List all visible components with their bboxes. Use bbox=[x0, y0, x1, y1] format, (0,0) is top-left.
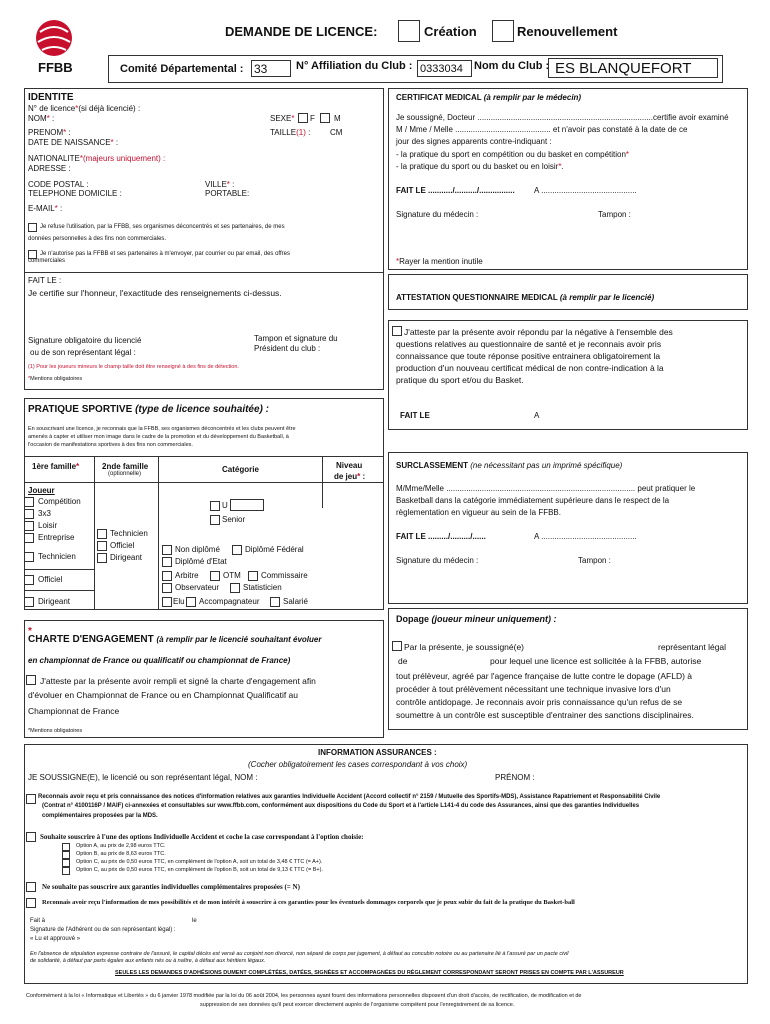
certificat-title: CERTIFICAT MEDICAL (à remplir par le médecin) bbox=[396, 93, 582, 102]
prenom-label: PRENOM* : bbox=[28, 128, 71, 137]
questionnaire-line-2: questions relatives au questionnaire de santé et je reconnais avoir pris bbox=[396, 339, 662, 349]
sexe-label: SEXE* bbox=[270, 114, 295, 123]
form-title: DEMANDE DE LICENCE: bbox=[225, 24, 378, 39]
assurance-ne-souhaite: Ne souhaite pas souscrire aux garanties individuelles complémentaires proposées (= N) bbox=[42, 883, 300, 891]
arbitre-label: Arbitre bbox=[175, 571, 199, 580]
questionnaire-title: ATTESTATION QUESTIONNAIRE MEDICAL (à remplir par le licencié) bbox=[396, 293, 655, 302]
refuse-text-2: données personnelles à des fins non commerciales. bbox=[28, 236, 167, 242]
footer-line-1: Conformément à la loi « Informatique et Libertés » du 6 janvier 1978 modifiée par la loi du 06 août 2004, les personnes ayant fourni des informations personnelles disposent d'un droit d'accès, de rectification, de modification et de bbox=[26, 993, 582, 999]
dopage-line-3: tout prélèveur, agréé par l'agence française de lutte contre le dopage (AFLD) à bbox=[396, 671, 692, 681]
u-field[interactable] bbox=[230, 499, 264, 511]
col-niveau-2: de jeu* : bbox=[334, 472, 366, 481]
autorise-text-2: commerciales bbox=[28, 258, 66, 264]
tel-domicile-label: TELEPHONE DOMICILE : bbox=[28, 189, 122, 198]
officiel2-label: Officiel bbox=[110, 541, 135, 550]
certificat-line-1: Je soussigné, Docteur ...............................................................................certifie avoir examiné bbox=[396, 113, 729, 122]
officiel-label: Officiel bbox=[38, 575, 63, 584]
assurance-subtitle: (Cocher obligatoirement les cases correspondant à vos choix) bbox=[248, 760, 468, 769]
renouvellement-checkbox[interactable] bbox=[492, 20, 514, 42]
option-c-b: Option C, au prix de 0,50 euros TTC, en complément de l'option B, soit un total de 9,13 € TTC (= B+). bbox=[76, 867, 323, 873]
creation-checkbox[interactable] bbox=[398, 20, 420, 42]
assurance-fait-a: Fait à bbox=[30, 918, 46, 924]
entreprise-checkbox[interactable] bbox=[24, 533, 34, 543]
u-label: U bbox=[222, 501, 228, 510]
charte-line-3: Championnat de France bbox=[28, 706, 120, 716]
refuse-checkbox[interactable] bbox=[28, 223, 37, 232]
charte-line-2: d'évoluer en Championnat de France ou en Championnat Qualificatif au bbox=[28, 690, 299, 700]
dirigeant2-checkbox[interactable] bbox=[97, 553, 107, 563]
assurance-prenom: PRÉNOM : bbox=[495, 773, 535, 782]
observateur-label: Observateur bbox=[175, 583, 220, 592]
footer-line-2: suppression de ses données qu'il peut exercer directement auprès de l'organisme compétent pour l'enregistrement de sa licence. bbox=[200, 1002, 515, 1008]
charte-star: * bbox=[28, 626, 32, 637]
option-a: Option A, au prix de 2,98 euros TTC. bbox=[76, 843, 166, 849]
pratique-text-1: En souscrivant une licence, je reconnais que la FFBB, ses organismes déconcentrés et les clubs peuvent être bbox=[28, 426, 296, 432]
diplome-etat-label: Diplômé d'Etat bbox=[175, 557, 227, 566]
code-postal-label: CODE POSTAL : bbox=[28, 180, 89, 189]
certificat-line-4: - la pratique du sport en compétition ou du basket en compétition* bbox=[396, 150, 630, 159]
certificat-tampon: Tampon : bbox=[598, 210, 631, 219]
questionnaire-line-1: J'atteste par la présente avoir répondu par la négative à l'ensemble des bbox=[404, 327, 673, 337]
tampon-club-label-2: Président du club : bbox=[254, 344, 321, 353]
nationalite-label: NATIONALITE*(majeurs uniquement) : bbox=[28, 154, 166, 163]
questionnaire-checkbox[interactable] bbox=[392, 326, 402, 336]
accompagnateur-checkbox[interactable] bbox=[186, 597, 196, 607]
dirigeant-checkbox[interactable] bbox=[24, 597, 34, 607]
fait-le-label: FAIT LE : bbox=[28, 276, 62, 285]
assurance-absence-1: En l'absence de stipulation expresse contraire de l'assuré, le capital décès est versé au conjoint non divorcé, non séparé de corps par jugement, à défaut au concubin notoire ou au partenaire lié à l'assuré par un pacte civil bbox=[30, 951, 569, 957]
surclassement-line-2: Basketball dans la catégorie immédiatement supérieure dans le respect de la bbox=[396, 496, 670, 505]
surclassement-a: A ........................................... bbox=[534, 532, 637, 541]
reconnais-info-checkbox[interactable] bbox=[26, 898, 36, 908]
commissaire-label: Commissaire bbox=[261, 571, 308, 580]
officiel2-checkbox[interactable] bbox=[97, 541, 107, 551]
diplome-federal-label: Diplômé Fédéral bbox=[245, 545, 304, 554]
surclassement-line-3: règlementation en vigueur au sein de la FFBB. bbox=[396, 508, 561, 517]
certificat-sig: Signature du médecin : bbox=[396, 210, 479, 219]
sexe-m-label: M bbox=[334, 114, 341, 123]
portable-label: PORTABLE: bbox=[205, 189, 250, 198]
salarie-checkbox[interactable] bbox=[270, 597, 280, 607]
3x3-checkbox[interactable] bbox=[24, 509, 34, 519]
naissance-label: DATE DE NAISSANCE* : bbox=[28, 138, 119, 147]
assurance-lu-approuve: « Lu et approuvé » bbox=[30, 936, 81, 942]
col-1ere-famille: 1ère famille* bbox=[32, 462, 80, 471]
assurance-je-soussigne: JE SOUSSIGNE(E), le licencié ou son représentant légal, NOM : bbox=[28, 773, 258, 782]
technicien2-label: Technicien bbox=[110, 529, 148, 538]
certificat-a: A ........................................... bbox=[534, 186, 637, 195]
assurance-title: INFORMATION ASSURANCES : bbox=[318, 748, 437, 757]
salarie-label: Salarié bbox=[283, 597, 308, 606]
identite-title: IDENTITE bbox=[28, 92, 74, 103]
questionnaire-line-3: connaissance que toute réponse positive entrainera obligatoirement la bbox=[396, 351, 661, 361]
certificat-fait: FAIT LE .........../........../................ bbox=[396, 186, 515, 195]
pratique-title: PRATIQUE SPORTIVE (type de licence souhaitée) : bbox=[28, 404, 269, 415]
cm-label: CM bbox=[330, 128, 343, 137]
renouvellement-label: Renouvellement bbox=[517, 24, 618, 39]
reconnais-checkbox[interactable] bbox=[26, 794, 36, 804]
surclassement-fait: FAIT LE ........./........./...... bbox=[396, 532, 486, 541]
affiliation-label: N° Affiliation du Club : bbox=[296, 60, 413, 72]
charte-line-1: J'atteste par la présente avoir rempli et signé la charte d'engagement afin bbox=[40, 676, 316, 686]
surclassement-tampon: Tampon : bbox=[578, 556, 611, 565]
questionnaire-fait: FAIT LE bbox=[400, 411, 430, 420]
option-c1-checkbox[interactable] bbox=[62, 859, 70, 867]
competition-label: Compétition bbox=[38, 497, 81, 506]
dopage-line-1a: Par la présente, je soussigné(e) bbox=[404, 642, 525, 652]
autorise-text: Je n'autorise pas la FFBB et ses partenaires à m'envoyer, par courrier ou par email, des offres bbox=[40, 251, 290, 257]
surclassement-title: SURCLASSEMENT (ne nécessitant pas un imprimé spécifique) bbox=[396, 461, 623, 470]
surclassement-line-1: M/Mme/Melle ..................................................................................... peut pratiquer le bbox=[396, 484, 696, 493]
sexe-f-label: F bbox=[310, 114, 315, 123]
officiel-checkbox[interactable] bbox=[24, 575, 34, 585]
assurance-le: le bbox=[192, 918, 197, 924]
pratique-text-3: l'occasion de manifestations sportives à des fins non commerciales. bbox=[28, 442, 193, 448]
col-niveau: Niveau bbox=[336, 461, 363, 470]
affiliation-field[interactable]: 0333034 bbox=[417, 60, 472, 77]
ne-souhaite-checkbox[interactable] bbox=[26, 882, 36, 892]
comite-field[interactable]: 33 bbox=[251, 60, 291, 77]
logo-text: FFBB bbox=[38, 60, 73, 75]
refuse-text: Je refuse l'utilisation, par la FFBB, ses organismes déconcentrés et ses partenaires, de mes bbox=[40, 224, 285, 230]
arbitre-checkbox[interactable] bbox=[162, 571, 172, 581]
questionnaire-a: A bbox=[534, 411, 540, 420]
accompagnateur-label: Accompagnateur bbox=[199, 597, 260, 606]
technicien2-checkbox[interactable] bbox=[97, 529, 107, 539]
ffbb-logo bbox=[28, 14, 80, 78]
non-diplome-label: Non diplômé bbox=[175, 545, 220, 554]
charte-title: CHARTE D'ENGAGEMENT (à remplir par le licencié souhaitant évoluer bbox=[28, 634, 322, 645]
loisir-label: Loisir bbox=[38, 521, 58, 530]
statisticien-checkbox[interactable] bbox=[230, 583, 240, 593]
surclassement-sig: Signature du médecin : bbox=[396, 556, 479, 565]
option-c2-checkbox[interactable] bbox=[62, 867, 70, 875]
questionnaire-line-5: pratique du sport et/ou du Basket. bbox=[396, 375, 524, 385]
adresse-label: ADRESSE : bbox=[28, 164, 71, 173]
3x3-label: 3x3 bbox=[38, 509, 51, 518]
creation-label: Création bbox=[424, 24, 477, 39]
elu-checkbox[interactable] bbox=[162, 597, 172, 607]
sexe-m-checkbox[interactable] bbox=[320, 113, 330, 123]
dopage-line-1b: représentant légal bbox=[658, 642, 727, 652]
technicien-checkbox[interactable] bbox=[24, 552, 34, 562]
charte-mentions: *Mentions obligatoires bbox=[28, 728, 83, 734]
ville-label: VILLE* : bbox=[205, 180, 235, 189]
certificat-line-2: M / Mme / Melle ........................................... et n'avoir pas constaté à la date de ce bbox=[396, 125, 688, 134]
taille-label: TAILLE(1) : bbox=[270, 128, 311, 137]
tampon-club-label: Tampon et signature du bbox=[254, 334, 338, 343]
certificat-line-3: jour des signes apparents contre-indiquant : bbox=[396, 137, 552, 146]
diplome-federal-checkbox[interactable] bbox=[232, 545, 242, 555]
otm-checkbox[interactable] bbox=[210, 571, 220, 581]
entreprise-label: Entreprise bbox=[38, 533, 75, 542]
note-taille: (1) Pour les joueurs mineurs le champ taille doit être renseigné à des fins de détection. bbox=[28, 364, 239, 370]
option-a-checkbox[interactable] bbox=[62, 843, 70, 851]
charte-note-2: en championnat de France ou qualificatif ou championnat de France) bbox=[28, 656, 291, 665]
dopage-title: Dopage (joueur mineur uniquement) : bbox=[396, 614, 557, 624]
sig-licencie-label: Signature obligatoire du licencié bbox=[28, 336, 142, 345]
competition-checkbox[interactable] bbox=[24, 497, 34, 507]
otm-label: OTM bbox=[223, 571, 241, 580]
loisir-checkbox[interactable] bbox=[24, 521, 34, 531]
col-categorie: Catégorie bbox=[222, 465, 259, 474]
col-2nde-famille: 2nde famille bbox=[102, 462, 149, 471]
elu-label: Elu bbox=[173, 597, 185, 606]
technicien-label: Technicien bbox=[38, 552, 76, 561]
pratique-text-2: amenés à capter et utiliser mon image dans le cadre de la promotion et du développement du Basketball, à bbox=[28, 434, 289, 440]
questionnaire-line-4: production d'un nouveau certificat médical de non contre-indication à la bbox=[396, 363, 664, 373]
nom-club-field[interactable]: ES BLANQUEFORT bbox=[548, 58, 718, 78]
assurance-reconnais-2: (Contrat n° 4100116P / MAIF) ci-annexées et consultables sur www.ffbb.com, conformément aux dispositions du Code du Sport et à l'article L141-4 du code des Assurances, ainsi que des garanties Individuelles bbox=[42, 803, 640, 809]
assurance-reconnais-info: Reconnais avoir reçu l'information de mes possibilités et de mon intérêt à souscrire à ces garanties pour les éventuels dommages corporels que je peux subir du fait de la pratique du Basket-ball bbox=[42, 899, 575, 906]
nom-label: NOM* : bbox=[28, 114, 55, 123]
dopage-line-4: procéder à tout prélèvement nécessitant une technique invasive lors d'un bbox=[396, 684, 671, 694]
assurance-absence-2: de solidarité, à défaut par parts égales aux enfants nés ou à naître, à défaut aux héritiers légaux. bbox=[30, 958, 266, 964]
email-label: E-MAIL* : bbox=[28, 204, 63, 213]
non-diplome-checkbox[interactable] bbox=[162, 545, 172, 555]
questionnaire-header bbox=[388, 274, 748, 310]
senior-checkbox[interactable] bbox=[210, 515, 220, 525]
col-2nde-note: (optionnelle) bbox=[108, 471, 142, 477]
dopage-line-2b: pour lequel une licence est sollicitée à la FFBB, autorise bbox=[490, 656, 702, 666]
assurance-reconnais-1: Reconnais avoir reçu et pris connaissance des notices d'information relatives aux garanties Individuelle Accident (Accord collectif n° 2159 / Mutuelle des Sportifs-MDS), Assistance Rapatriement et Responsabilité Civile bbox=[38, 794, 661, 800]
certificat-line-5: - la pratique du sport ou du basket ou en loisir*. bbox=[396, 162, 564, 171]
joueur-label: Joueur bbox=[28, 486, 55, 495]
observateur-checkbox[interactable] bbox=[162, 583, 172, 593]
dopage-checkbox[interactable] bbox=[392, 641, 402, 651]
sexe-f-checkbox[interactable] bbox=[298, 113, 308, 123]
dirigeant2-label: Dirigeant bbox=[110, 553, 143, 562]
assurance-souhaite: Souhaite souscrire à l'une des options Individuelle Accident et coche la case correspondant à l'option choisie: bbox=[40, 833, 364, 841]
certif-text: Je certifie sur l'honneur, l'exactitude des renseignements ci-dessus. bbox=[28, 288, 282, 298]
diplome-etat-checkbox[interactable] bbox=[162, 557, 172, 567]
licence-label: N° de licence*(si déjà licencié) : bbox=[28, 104, 141, 113]
assurance-reconnais-3: complémentaires proposées par la MDS. bbox=[42, 813, 158, 819]
senior-label: Senior bbox=[222, 515, 246, 524]
assurance-signature: Signature de l'Adhérent ou de son représentant légal) : bbox=[30, 927, 176, 933]
nom-club-label: Nom du Club : bbox=[474, 60, 550, 72]
assurance-seules: SEULES LES DEMANDES D'ADHÉSIONS DUMENT COMPLÉTÉES, DATÉES, SIGNÉES ET ACCOMPAGNÉES DU RÈGLEMENT CORRESPONDANT SERONT PRISES EN COMPTE PAR L'ASSUREUR bbox=[115, 970, 624, 976]
commissaire-checkbox[interactable] bbox=[248, 571, 258, 581]
dopage-line-5: contrôle antidopage. Je reconnais avoir pris connaissance qu'un refus de se bbox=[396, 697, 683, 707]
sig-licencie-label-2: ou de son représentant légal : bbox=[30, 348, 136, 357]
surclassement-section bbox=[388, 452, 748, 604]
dirigeant-label: Dirigeant bbox=[38, 597, 71, 606]
comite-label: Comité Départemental : bbox=[120, 63, 244, 75]
rayer-mention: *Rayer la mention inutile bbox=[396, 257, 483, 266]
dopage-line-2a: de bbox=[398, 656, 408, 666]
mentions-obligatoires: *Mentions obligatoires bbox=[28, 376, 83, 382]
statisticien-label: Statisticien bbox=[243, 583, 282, 592]
u-checkbox[interactable] bbox=[210, 501, 220, 511]
souhaite-checkbox[interactable] bbox=[26, 832, 36, 842]
charte-checkbox[interactable] bbox=[26, 675, 36, 685]
option-b: Option B, au prix de 8,63 euros TTC. bbox=[76, 851, 166, 857]
option-b-checkbox[interactable] bbox=[62, 851, 70, 859]
dopage-line-6: soumettre à un contrôle est susceptible d'entrainer des sanctions disciplinaires. bbox=[396, 710, 694, 720]
option-c-a: Option C, au prix de 0,50 euros TTC, en complément de l'option A, soit un total de 3,48 € TTC (= A+). bbox=[76, 859, 323, 865]
